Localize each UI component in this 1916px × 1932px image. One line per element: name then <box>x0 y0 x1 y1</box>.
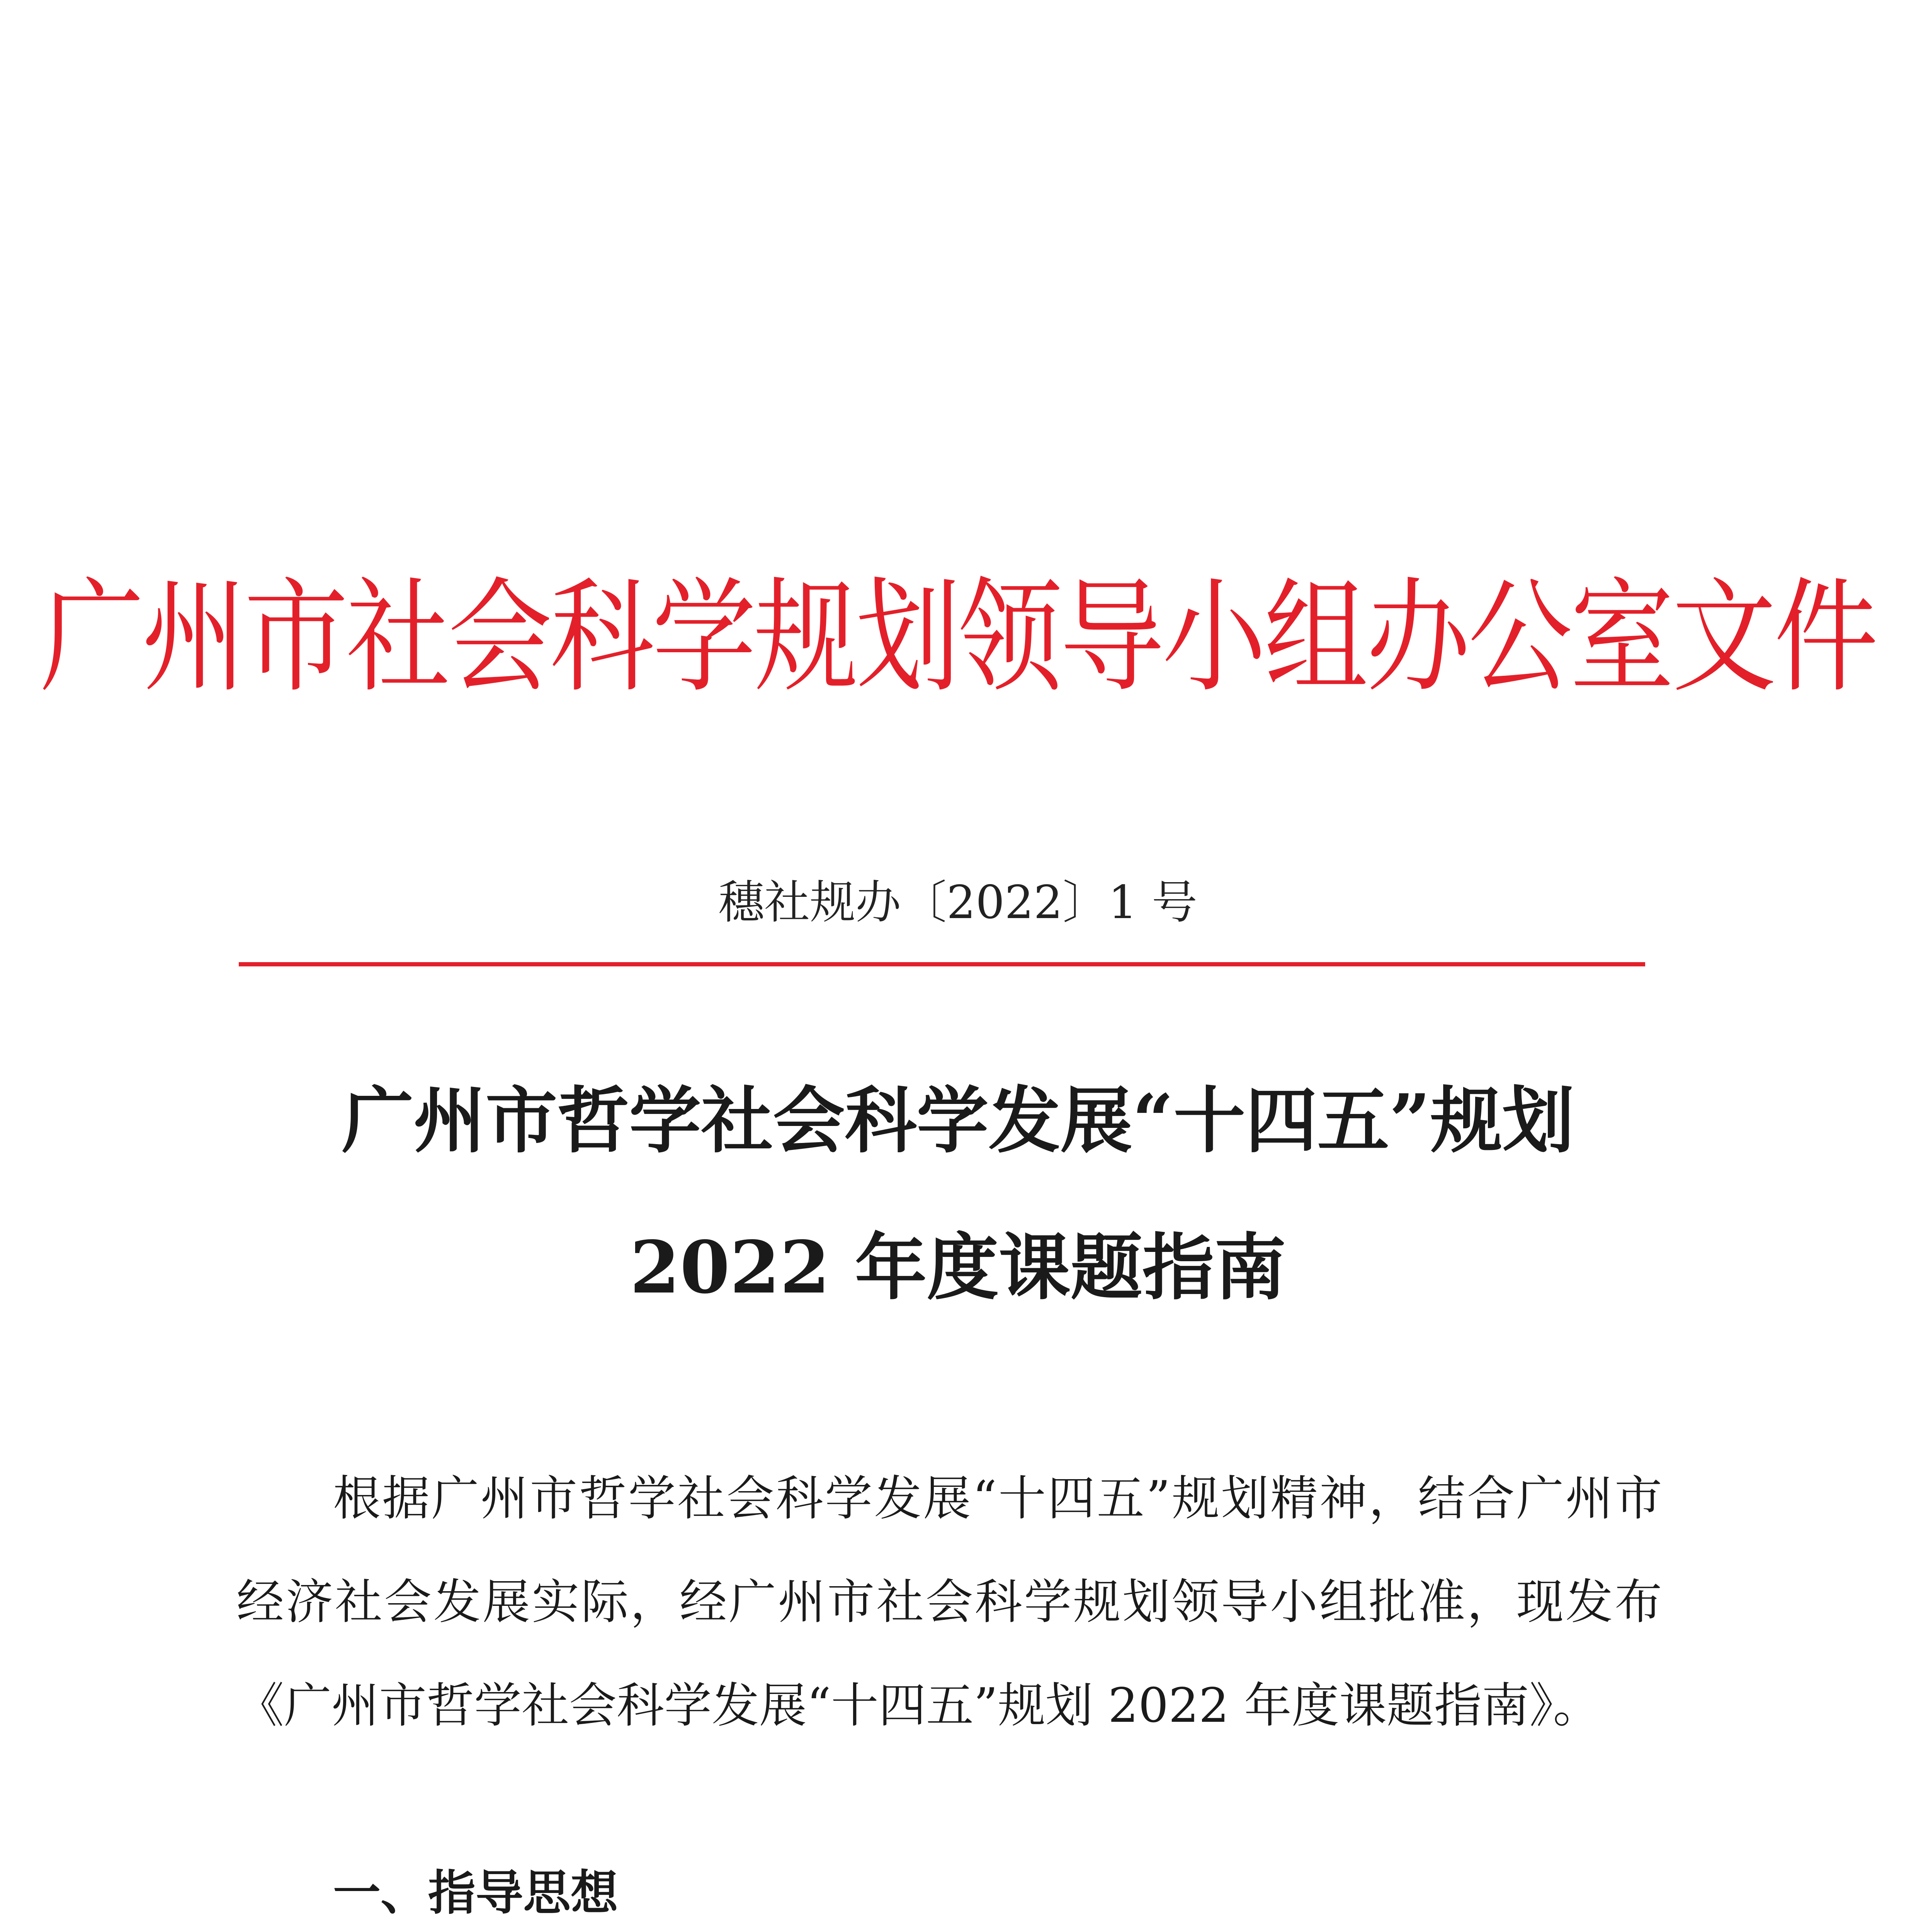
document-title-line-1: 广州市哲学社会科学发展“十四五”规划 <box>342 1078 1574 1163</box>
document-number: 穗社规办〔2022〕1 号 <box>719 876 1197 929</box>
intro-paragraph: 根据广州市哲学社会科学发展“十四五”规划精神，结合广州市经济社会发展实际，经广州市社会科学规划领导小组批准，现发布《广州市哲学社会科学发展“十四五”规划 2022 年度课题指南》。 <box>236 1471 1662 1733</box>
section-heading-guiding-thought: 一、指导思想 <box>333 1866 618 1921</box>
red-separator-rule <box>239 962 1645 966</box>
issuing-body-header: 广州市社会科学规划领导小组办公室文件 <box>40 565 1876 709</box>
document-title-line-2: 2022 年度课题指南 <box>630 1225 1286 1310</box>
